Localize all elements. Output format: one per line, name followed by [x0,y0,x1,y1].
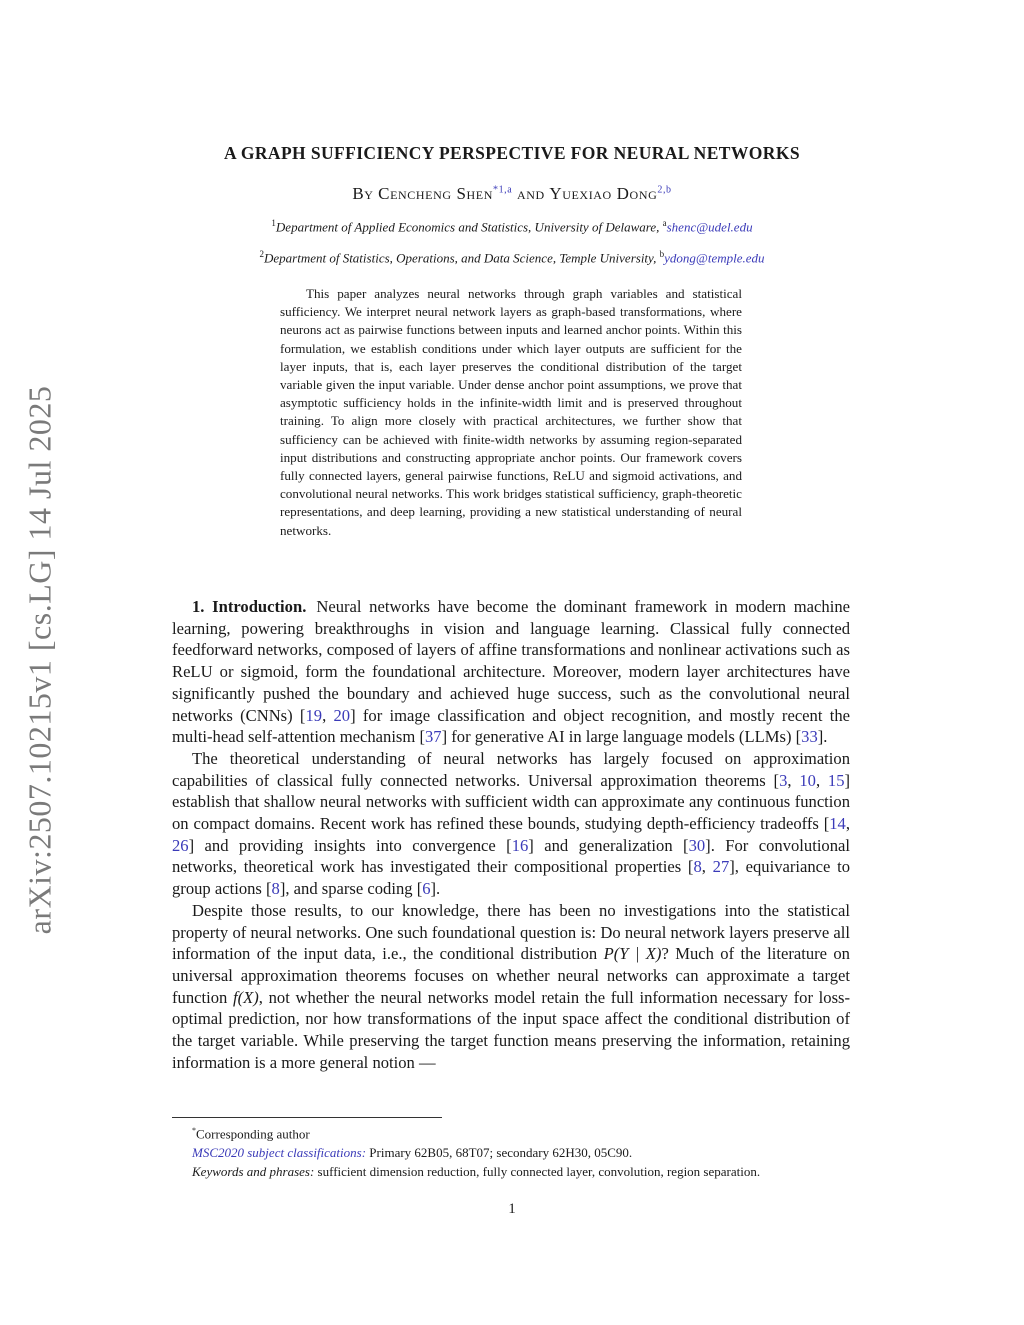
abstract: This paper analyzes neural networks through graph variables and statistical sufficiency. We interpret neural network layers as graph-based transformations, where neurons act as pairwise functions between inputs and learned anchor points. Within this formulation, we establish conditions under which layer outputs are sufficient for the layer inputs, that is, each layer preserves the conditional distribution of the target variable given the input variable. Under dense anchor point assumptions, we prove that asymptotic sufficiency holds in the infinite-width limit and is preserved throughout training. To align more closely with practical architectures, we further show that sufficiency can be achieved with finite-width networks by assuming region-separated input distributions and constructing appropriate anchor points. Our framework covers fully connected layers, general pairwise functions, ReLU and sigmoid activations, and convolutional neural networks. This work bridges statistical sufficiency, graph-theoretic representations, and deep learning, providing a new statistical understanding of neural networks. [280,286,742,538]
by-label: By [352,184,374,203]
citation-link[interactable]: 33 [801,727,818,747]
citation-link[interactable]: 3 [779,770,788,790]
footnote-corresponding [172,1122,852,1144]
affiliation-2 [0,249,1024,266]
author-2-marks[interactable]: 2,b [657,184,672,196]
and-label: and [516,184,545,203]
text-run: ], and sparse coding [ [279,879,423,899]
msc-link[interactable]: MSC2020 subject classifications: [192,1144,367,1160]
text-run: ] and generalization [ [528,835,689,855]
author-line [0,184,1024,204]
text-run: ]. [817,727,828,747]
math-expression: f(X) [232,987,259,1007]
author-1-marks[interactable]: *1,a [492,184,513,196]
text-run: , [815,770,828,790]
arxiv-identifier: arXiv:2507.10215v1 [cs.LG] 14 Jul 2025 [21,385,58,935]
text-run: ] and providing insights into convergence [ [188,835,512,855]
footnote-divider [172,1117,442,1118]
paragraph-2 [172,748,850,900]
math-expression: P(Y | X) [603,944,662,964]
footnote-text: Primary 62B05, 68T07; secondary 62H30, 05C90. [366,1144,633,1160]
text-run: , [701,857,713,877]
affiliation-2-email[interactable]: ydong@temple.edu [664,250,765,266]
citation-link[interactable]: 6 [422,879,431,899]
author-2-name: Yuexiao Dong [549,184,658,203]
text-run: Neural networks have become the dominant framework in modern machine learning, powering breakthroughs in vision and language learning. Classical fully connected feedforward networks, composed of layers of affine transformations and nonlinear activations such as ReLU or sigmoid, form the foundational architecture. Moreover, modern layer architectures have significantly pushed the boundary and achieved huge success, such as the convolutional neural networks (CNNs) [ [172,597,850,725]
footnote-keywords [172,1163,852,1182]
text-run: ]. [430,879,441,899]
main-body [172,596,850,1073]
text-run: ] establish that shallow neural networks with sufficient width can approximate any continuous function on compact domains. Recent work has refined these bounds, studying depth-efficiency tradeoffs [ [172,770,851,834]
text-run: The theoretical understanding of neural networks has largely focused on approximation capabilities of classical fully connected networks. Universal approximation theorems [ [172,748,850,790]
text-run: ? Much of the literature on universal approximation theorems focuses on whether neural networks can approximate a target function [172,944,850,1007]
text-run: Despite those results, to our knowledge, there has been no investigations into the statistical property of neural networks. One such foundational question is: Do neural network layers preserve all information of the input data, i.e., the conditional distribution [172,900,850,964]
page-number: 1 [508,1201,516,1217]
citation-link[interactable]: 10 [799,770,816,790]
text-run: , [845,814,850,834]
citation-link[interactable]: 19 [305,705,323,725]
author-1-name: Cencheng Shen [378,184,493,203]
affiliation-2-number: 2 [259,249,264,259]
citation-link[interactable]: 15 [827,770,845,790]
footnote-text: Corresponding author [196,1126,310,1142]
section-heading: 1. Introduction. [192,597,307,616]
keywords-label: Keywords and phrases: [192,1163,315,1179]
text-run: , not whether the neural networks model retain the full information necessary for loss-optimal prediction, nor how transformations of the input space affect the conditional distribution of the target variable. While preserving the target function means preserving the information, retaining information is a more general notion — [172,987,851,1072]
citation-link[interactable]: 8 [693,857,702,877]
text-run: ]. For convolutional networks, theoretical work has investigated their compositional properties [ [172,835,851,877]
text-run: ], equivariance to group actions [ [172,857,851,899]
paragraph-1 [172,596,850,748]
affiliation-2-mark: b [659,249,665,259]
paragraph-3 [172,900,850,1074]
affiliation-1-email[interactable]: shenc@udel.edu [666,219,753,235]
footnote-text: sufficient dimension reduction, fully connected layer, convolution, region separation. [314,1163,761,1179]
affiliation-2-text: Department of Statistics, Operations, and Data Science, Temple University, [263,250,657,266]
citation-link[interactable]: 27 [712,857,730,877]
citation-link[interactable]: 16 [511,835,529,855]
citation-link[interactable]: 26 [172,835,189,855]
affiliation-1 [0,218,1024,235]
text-run: ] for image classification and object recognition, and mostly recent the multi-head self-attention mechanism [ [172,705,851,747]
citation-link[interactable]: 8 [271,879,280,899]
text-run: ] for generative AI in large language models (LLMs) [ [441,727,802,747]
citation-link[interactable]: 20 [333,705,351,725]
text-run: , [322,705,334,725]
footnote-msc [172,1144,852,1163]
affiliation-1-number: 1 [271,218,276,228]
citation-link[interactable]: 30 [688,835,706,855]
footnotes [172,1122,852,1181]
text-run: , [787,770,800,790]
affiliation-1-text: Department of Applied Economics and Statistics, University of Delaware, [275,219,660,235]
citation-link[interactable]: 14 [829,814,846,834]
citation-link[interactable]: 37 [424,727,442,747]
paper-title: A GRAPH SUFFICIENCY PERSPECTIVE FOR NEURAL NETWORKS [224,143,800,163]
footnote-mark: * [192,1126,196,1135]
affiliation-1-mark: a [662,218,667,228]
